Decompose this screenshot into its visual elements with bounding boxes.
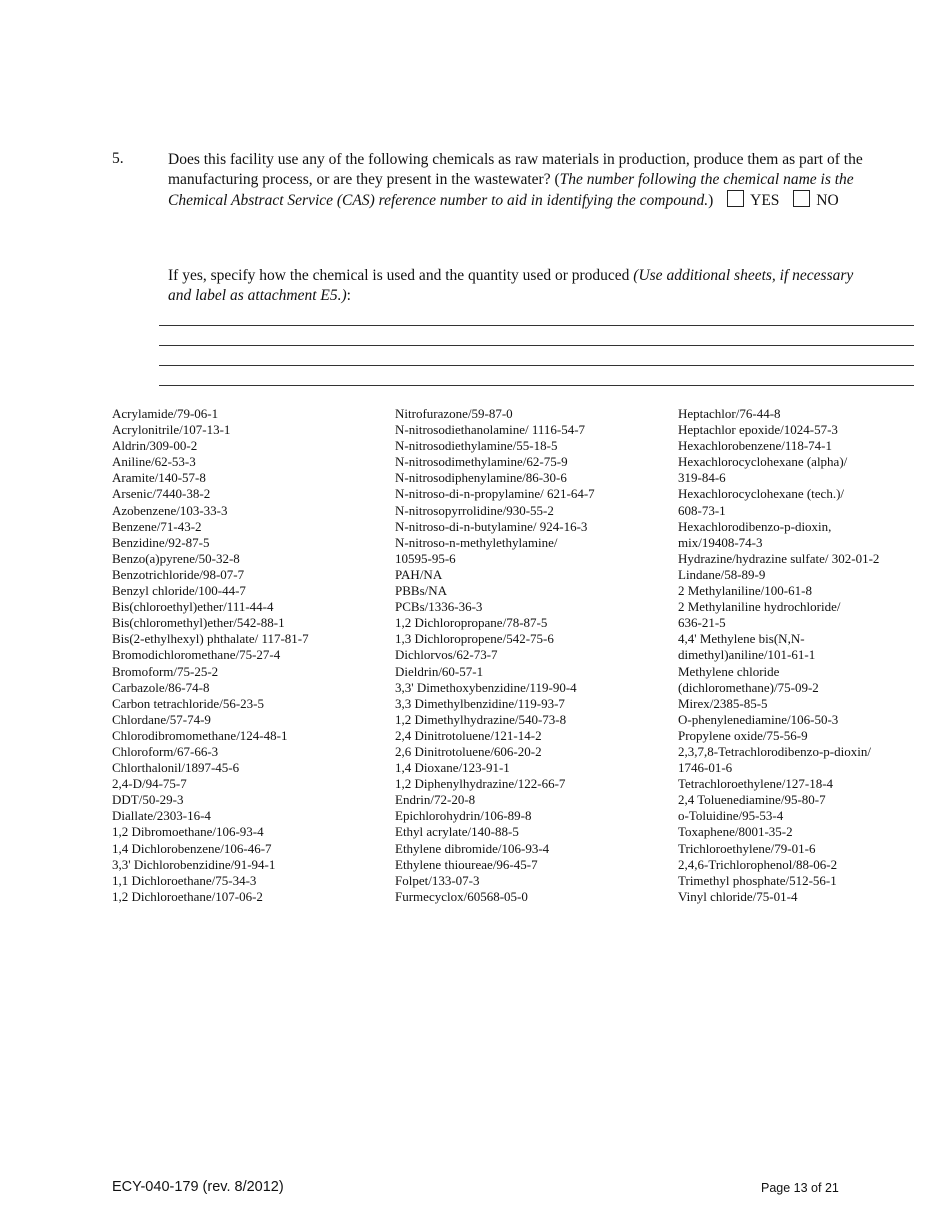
- if-yes-text: If yes, specify how the chemical is used and the quantity used or produced: [168, 267, 634, 284]
- chemical-list-item: Furmecyclox/60568-05-0: [395, 888, 528, 904]
- chemical-list-item: Nitrofurazone/59-87-0: [395, 406, 513, 421]
- chemical-list-item: 636-21-5: [678, 615, 726, 631]
- chemical-list-column-2: [395, 406, 665, 905]
- chemical-list-item: Bromodichloromethane/75-27-4: [112, 647, 281, 663]
- chemical-list-item: Benzene/71-43-2: [112, 518, 202, 534]
- if-yes-colon: :: [346, 287, 351, 304]
- chemical-list-item: 2 Methylaniline hydrochloride/: [678, 599, 841, 615]
- chemical-list-item: Bis(chloromethyl)ether/542-88-1: [112, 615, 285, 631]
- chemical-list-item: Azobenzene/103-33-3: [112, 502, 228, 518]
- chemical-list-item: N-nitroso-di-n-propylamine/ 621-64-7: [395, 486, 595, 502]
- chemical-list-item: 2,4,6-Trichlorophenol/88-06-2: [678, 856, 838, 872]
- chemical-list-item: 2,4-D/94-75-7: [112, 776, 187, 792]
- if-yes-note: (Use additional sheets, if necessary and label as attachment E5.): [168, 267, 854, 304]
- chemical-list-item: Benzidine/92-87-5: [112, 534, 210, 550]
- chemical-list-item: Chlorodibromomethane/124-48-1: [112, 727, 288, 743]
- chemical-list-item: Hexachlorocyclohexane (tech.)/: [678, 486, 845, 502]
- no-label: NO: [816, 192, 839, 209]
- chemical-list-item: Diallate/2303-16-4: [112, 808, 211, 824]
- chemical-list-item: Hydrazine/hydrazine sulfate/ 302-01-2: [678, 550, 880, 566]
- chemical-list-item: N-nitrosodimethylamine/62-75-9: [395, 454, 568, 470]
- chemical-list-item: 319-84-6: [678, 470, 726, 486]
- chemical-list-item: N-nitrosodiethylamine/55-18-5: [395, 438, 558, 454]
- chemical-list-item: 1,2 Diphenylhydrazine/122-66-7: [395, 776, 566, 792]
- chemical-list-item: o-Toluidine/95-53-4: [678, 808, 784, 824]
- chemical-list-item: 2,4 Dinitrotoluene/121-14-2: [395, 727, 542, 743]
- chemical-list-item: Benzyl chloride/100-44-7: [112, 583, 246, 599]
- chemical-list-item: Vinyl chloride/75-01-4: [678, 888, 798, 904]
- chemical-list-item: Chloroform/67-66-3: [112, 743, 219, 759]
- chemical-list-item: Aldrin/309-00-2: [112, 438, 198, 454]
- chemical-list-item: Arsenic/7440-38-2: [112, 486, 211, 502]
- chemical-list-item: PAH/NA: [395, 566, 443, 582]
- chemical-list-item: Heptachlor/76-44-8: [678, 406, 781, 421]
- chemical-list-item: Carbazole/86-74-8: [112, 679, 210, 695]
- chemical-list-item: Hexachlorodibenzo-p-dioxin,: [678, 518, 832, 534]
- no-checkbox[interactable]: [793, 190, 810, 207]
- chemical-list-item: Folpet/133-07-3: [395, 872, 480, 888]
- chemical-list-item: 1,4 Dichlorobenzene/106-46-7: [112, 840, 272, 856]
- chemical-list-item: Aniline/62-53-3: [112, 454, 196, 470]
- chemical-list-item: 1,2 Dibromoethane/106-93-4: [112, 824, 264, 840]
- chemical-list-item: 1,2 Dimethylhydrazine/540-73-8: [395, 711, 567, 727]
- question-number: 5.: [112, 150, 124, 167]
- chemical-list-item: Carbon tetrachloride/56-23-5: [112, 695, 264, 711]
- chemical-list-item: Ethylene thioureae/96-45-7: [395, 856, 538, 872]
- chemical-list-item: 10595-95-6: [395, 550, 456, 566]
- chemical-list-item: Dieldrin/60-57-1: [395, 663, 484, 679]
- chemical-list-item: N-nitroso-n-methylethylamine/: [395, 534, 558, 550]
- answer-line[interactable]: [159, 365, 914, 366]
- chemical-list-item: (dichloromethane)/75-09-2: [678, 679, 819, 695]
- form-id: ECY-040-179 (rev. 8/2012): [112, 1179, 284, 1195]
- chemical-list-item: Trichloroethylene/79-01-6: [678, 840, 816, 856]
- chemical-list-item: PBBs/NA: [395, 583, 448, 599]
- chemical-list-item: 1,1 Dichloroethane/75-34-3: [112, 872, 257, 888]
- chemical-list-item: 4,4' Methylene bis(N,N-: [678, 631, 805, 647]
- chemical-list-item: Lindane/58-89-9: [678, 566, 766, 582]
- chemical-list-item: Acrylonitrile/107-13-1: [112, 422, 231, 438]
- question-close-paren: ): [708, 192, 714, 209]
- chemical-list-item: N-nitroso-di-n-butylamine/ 924-16-3: [395, 518, 588, 534]
- chemical-list-column-3: [678, 406, 943, 905]
- chemical-list-item: 1,2 Dichloroethane/107-06-2: [112, 888, 263, 904]
- chemical-list-item: Heptachlor epoxide/1024-57-3: [678, 422, 838, 438]
- chemical-list-item: Benzo(a)pyrene/50-32-8: [112, 550, 240, 566]
- question-cas-note: The number following the chemical name is the Chemical Abstract Service (CAS) reference number to aid in identifying the compound.: [168, 171, 854, 209]
- chemical-list-item: Bis(chloroethyl)ether/111-44-4: [112, 599, 274, 615]
- chemical-list-item: mix/19408-74-3: [678, 534, 763, 550]
- answer-line[interactable]: [159, 385, 914, 386]
- yes-label: YES: [750, 192, 780, 209]
- yes-checkbox[interactable]: [727, 190, 744, 207]
- chemical-list-item: Mirex/2385-85-5: [678, 695, 768, 711]
- question-text: [168, 150, 868, 211]
- chemical-list-item: Hexachlorocyclohexane (alpha)/: [678, 454, 848, 470]
- chemical-list-item: N-nitrosodiphenylamine/86-30-6: [395, 470, 567, 486]
- chemical-list-item: 2,3,7,8-Tetrachlorodibenzo-p-dioxin/: [678, 743, 871, 759]
- chemical-list-item: 1,3 Dichloropropene/542-75-6: [395, 631, 554, 647]
- chemical-list-item: Endrin/72-20-8: [395, 792, 476, 808]
- chemical-list-item: Hexachlorobenzene/118-74-1: [678, 438, 833, 454]
- chemical-list-item: 3,3' Dimethoxybenzidine/119-90-4: [395, 679, 577, 695]
- chemical-list-item: Ethyl acrylate/140-88-5: [395, 824, 519, 840]
- chemical-list-column-1: [112, 406, 382, 905]
- chemical-list-item: Tetrachloroethylene/127-18-4: [678, 776, 834, 792]
- chemical-list-item: 2,6 Dinitrotoluene/606-20-2: [395, 743, 542, 759]
- page-number: Page 13 of 21: [761, 1181, 839, 1195]
- chemical-list-item: 1,4 Dioxane/123-91-1: [395, 760, 510, 776]
- question-main-text: Does this facility use any of the following chemicals as raw materials in production, produce them as part of the manufacturing process, or are they present in the wastewater? (: [168, 151, 863, 188]
- chemical-list-item: 3,3 Dimethylbenzidine/119-93-7: [395, 695, 565, 711]
- chemical-list-item: Acrylamide/79-06-1: [112, 406, 219, 421]
- chemical-list-item: Propylene oxide/75-56-9: [678, 727, 808, 743]
- chemical-list-item: Chlordane/57-74-9: [112, 711, 211, 727]
- chemical-list-item: Epichlorohydrin/106-89-8: [395, 808, 532, 824]
- chemical-list-item: DDT/50-29-3: [112, 792, 184, 808]
- chemical-list-item: dimethyl)aniline/101-61-1: [678, 647, 816, 663]
- chemical-list-item: N-nitrosodiethanolamine/ 1116-54-7: [395, 422, 586, 438]
- chemical-list-item: 1746-01-6: [678, 760, 733, 776]
- chemical-list-item: 608-73-1: [678, 502, 726, 518]
- chemical-list-item: Toxaphene/8001-35-2: [678, 824, 793, 840]
- if-yes-instructions: [168, 266, 868, 306]
- chemical-list-item: Aramite/140-57-8: [112, 470, 206, 486]
- answer-line[interactable]: [159, 345, 914, 346]
- chemical-list-item: Bis(2-ethylhexyl) phthalate/ 117-81-7: [112, 631, 309, 647]
- chemical-list-item: PCBs/1336-36-3: [395, 599, 483, 615]
- chemical-list-item: Methylene chloride: [678, 663, 780, 679]
- chemical-list-item: Chlorthalonil/1897-45-6: [112, 760, 240, 776]
- chemical-list-item: Bromoform/75-25-2: [112, 663, 219, 679]
- chemical-list-item: Dichlorvos/62-73-7: [395, 647, 498, 663]
- chemical-list-item: 3,3' Dichlorobenzidine/91-94-1: [112, 856, 276, 872]
- chemical-list-item: 2,4 Toluenediamine/95-80-7: [678, 792, 826, 808]
- chemical-list-item: Ethylene dibromide/106-93-4: [395, 840, 550, 856]
- chemical-list-item: Trimethyl phosphate/512-56-1: [678, 872, 837, 888]
- chemical-list-item: Benzotrichloride/98-07-7: [112, 566, 245, 582]
- chemical-list-item: N-nitrosopyrrolidine/930-55-2: [395, 502, 554, 518]
- chemical-list-item: 1,2 Dichloropropane/78-87-5: [395, 615, 548, 631]
- chemical-list-item: O-phenylenediamine/106-50-3: [678, 711, 839, 727]
- chemical-list-item: 2 Methylaniline/100-61-8: [678, 583, 812, 599]
- answer-line[interactable]: [159, 325, 914, 326]
